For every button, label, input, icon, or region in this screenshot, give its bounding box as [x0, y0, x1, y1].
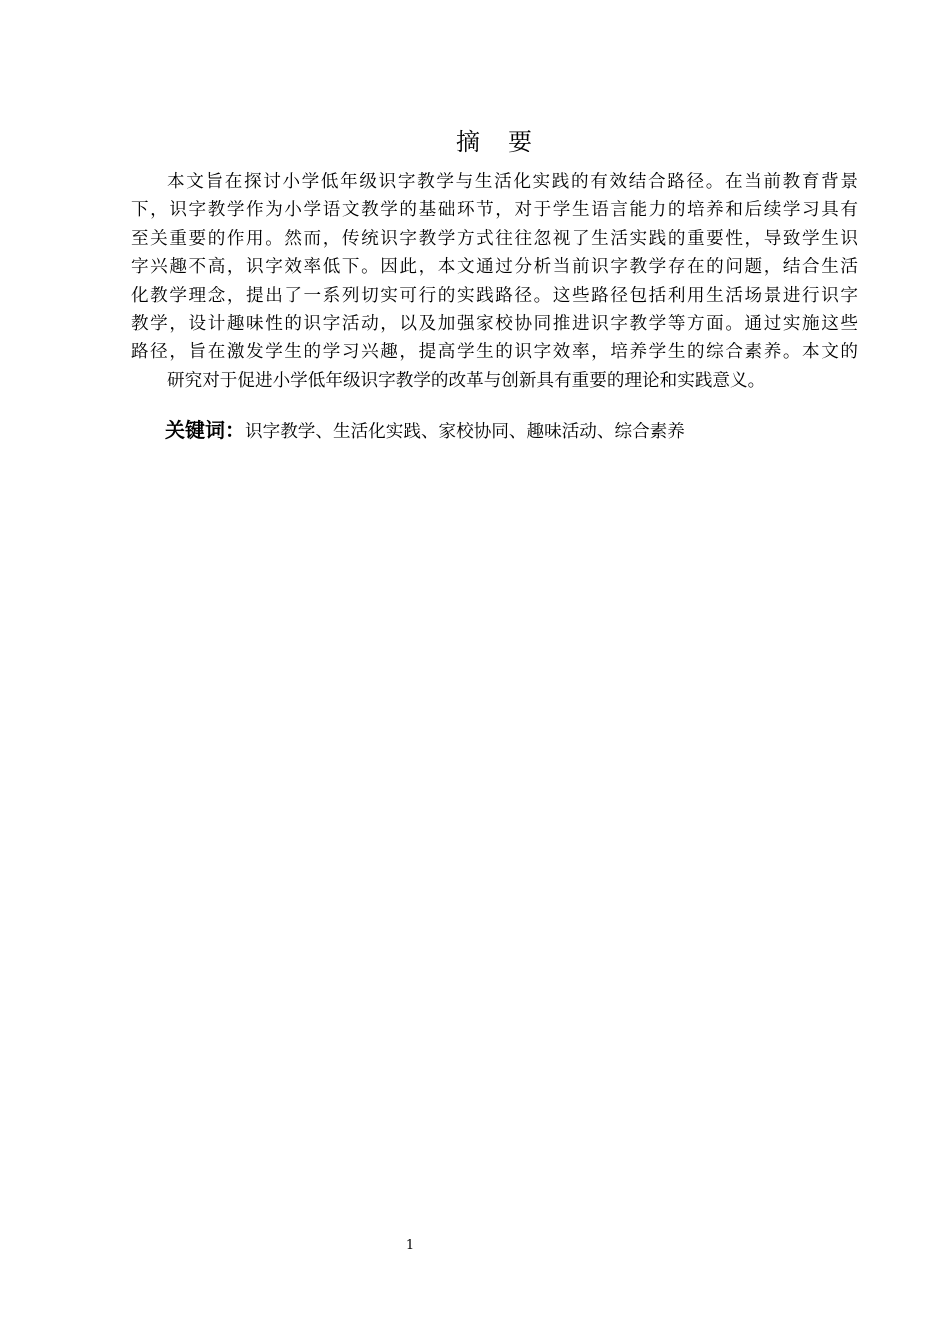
abstract-line: 本文旨在探讨小学低年级识字教学与生活化实践的有效结合路径。在当前教育背景: [167, 172, 858, 192]
keywords-label: 关键词：: [165, 418, 245, 442]
keywords: [165, 416, 685, 446]
abstract-line: 至关重要的作用。然而，传统识字教学方式往往忽视了生活实践的重要性，导致学生识: [131, 228, 858, 249]
abstract-line: 研究对于促进小学低年级识字教学的改革与创新具有重要的理论和实践意义。: [167, 370, 766, 391]
abstract-paragraph: [131, 168, 858, 395]
abstract-line: 教学，设计趣味性的识字活动，以及加强家校协同推进识字教学等方面。通过实施这些: [131, 314, 858, 335]
abstract-line: 下，识字教学作为小学语文教学的基础环节，对于学生语言能力的培养和后续学习具有: [131, 200, 858, 221]
abstract-line: 路径，旨在激发学生的学习兴趣，提高学生的识字效率，培养学生的综合素养。本文的: [131, 342, 858, 363]
keywords-text: 识字教学、生活化实践、家校协同、趣味活动、综合素养: [245, 422, 685, 442]
page-title: 摘 要: [456, 128, 534, 156]
page-number: 1: [405, 1238, 415, 1253]
abstract-line: 字兴趣不高，识字效率低下。因此，本文通过分析当前识字教学存在的问题，结合生活: [131, 257, 858, 278]
abstract-line: 化教学理念，提出了一系列切实可行的实践路径。这些路径包括利用生活场景进行识字: [131, 285, 858, 306]
